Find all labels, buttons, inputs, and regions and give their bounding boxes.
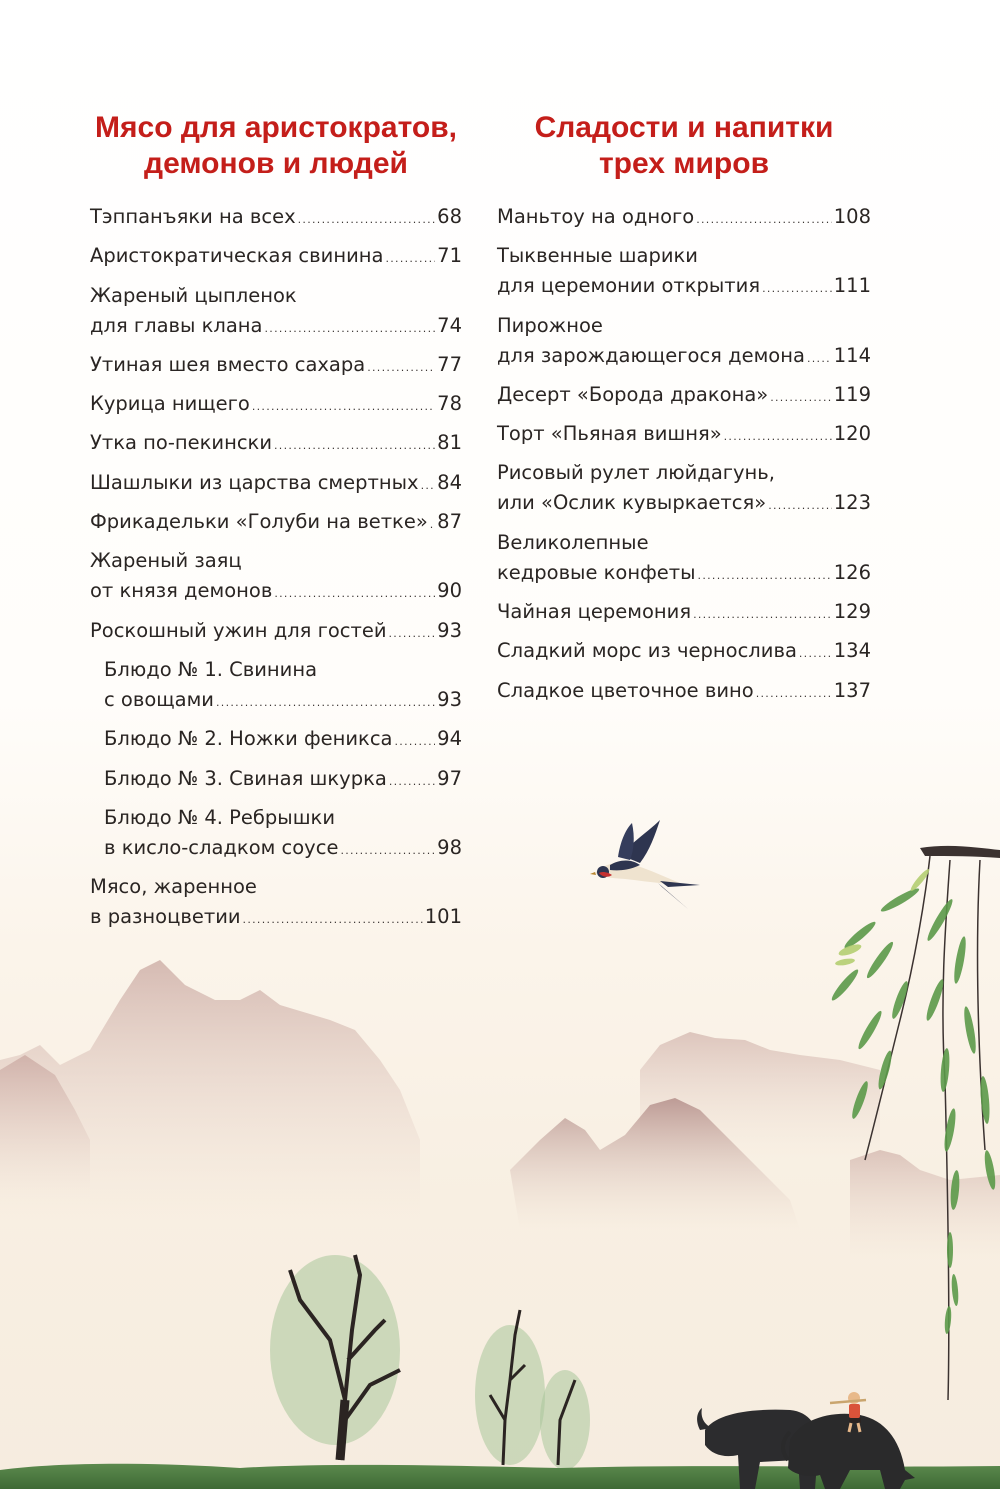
toc-entry[interactable] bbox=[497, 419, 871, 452]
entry-title: для главы клана bbox=[90, 313, 263, 337]
entry-title: Тэппанъяки на всех bbox=[90, 205, 296, 228]
willow-branches bbox=[829, 846, 1000, 1400]
page-number: 98 bbox=[437, 835, 462, 859]
dot-leader bbox=[274, 579, 435, 609]
dot-leader bbox=[298, 205, 436, 235]
page-number: 97 bbox=[437, 766, 462, 790]
toc-entry[interactable] bbox=[90, 389, 462, 422]
page-number: 137 bbox=[833, 678, 871, 702]
entry-title: Фрикадельки «Голуби на ветке» bbox=[90, 510, 428, 534]
water-buffalo bbox=[697, 1408, 915, 1489]
toc-entry[interactable] bbox=[90, 546, 462, 609]
section-title-line1: Мясо для аристократов, bbox=[95, 111, 457, 144]
entry-title-line1: Жареный цыпленок bbox=[90, 283, 297, 307]
page-number: 90 bbox=[437, 579, 462, 603]
entry-title-line1: Блюдо № 1. Свинина bbox=[104, 657, 318, 681]
section-title bbox=[497, 110, 871, 202]
page-number: 78 bbox=[437, 392, 462, 416]
dot-leader bbox=[799, 639, 832, 669]
toc-entry[interactable] bbox=[90, 872, 462, 935]
page-number: 119 bbox=[833, 382, 871, 406]
page-number: 108 bbox=[833, 205, 871, 228]
entry-title: Роскошный ужин для гостей bbox=[90, 618, 387, 642]
dot-leader bbox=[265, 314, 436, 344]
entry-title: для церемонии открытия bbox=[497, 274, 761, 298]
page-number: 111 bbox=[833, 274, 871, 298]
toc-entry[interactable] bbox=[497, 241, 871, 304]
entry-title: в разноцветии bbox=[90, 905, 241, 929]
dot-leader bbox=[252, 392, 435, 422]
entry-title: в кисло-сладком соусе bbox=[104, 835, 339, 859]
page-number: 129 bbox=[833, 600, 871, 624]
entry-title: Торт «Пьяная вишня» bbox=[497, 422, 722, 446]
willow-trees bbox=[270, 1255, 590, 1470]
page-number: 74 bbox=[437, 313, 462, 337]
dot-leader bbox=[421, 471, 436, 501]
dot-leader bbox=[385, 244, 435, 274]
section-title-line1: Сладости и напитки bbox=[534, 111, 834, 144]
dot-leader bbox=[389, 619, 436, 649]
dot-leader bbox=[274, 431, 435, 461]
entry-title: Шашлыки из царства смертных bbox=[90, 470, 419, 494]
entry-title-line1: Жареный заяц bbox=[90, 549, 242, 573]
entry-title-line1: Тыквенные шарики bbox=[497, 244, 698, 268]
grass bbox=[0, 1464, 1000, 1489]
dot-leader bbox=[340, 836, 435, 866]
toc-entry[interactable] bbox=[497, 380, 871, 413]
toc-entry[interactable] bbox=[90, 202, 462, 235]
dot-leader bbox=[807, 344, 832, 374]
dot-leader bbox=[367, 353, 435, 383]
dot-leader bbox=[770, 383, 832, 413]
boy-playing-flute bbox=[830, 1392, 866, 1432]
entry-title: Аристократическая свинина bbox=[90, 244, 384, 268]
entry-title: Маньтоу на одного bbox=[497, 205, 695, 228]
entry-title: Утка по-пекински bbox=[90, 431, 273, 455]
toc-entry[interactable] bbox=[90, 428, 462, 461]
toc-entry[interactable] bbox=[90, 241, 462, 274]
toc-entry[interactable] bbox=[497, 202, 871, 235]
toc-section-sweets bbox=[497, 110, 871, 715]
toc-list bbox=[497, 202, 871, 709]
section-title bbox=[90, 110, 462, 202]
dot-leader bbox=[693, 600, 832, 630]
toc-list bbox=[90, 202, 462, 935]
page-number: 93 bbox=[437, 687, 462, 711]
section-title-line2: трех миров bbox=[598, 147, 770, 180]
toc-entry[interactable] bbox=[497, 311, 871, 374]
dot-leader bbox=[768, 491, 832, 521]
dot-leader bbox=[762, 274, 832, 304]
page-number: 123 bbox=[833, 491, 871, 515]
dot-leader bbox=[243, 905, 423, 935]
entry-title: для зарождающегося демона bbox=[497, 343, 805, 367]
page-number: 81 bbox=[437, 431, 462, 455]
entry-title: Блюдо № 2. Ножки феникса bbox=[104, 727, 393, 751]
toc-subentry[interactable] bbox=[90, 803, 462, 866]
entry-title: Курица нищего bbox=[90, 392, 250, 416]
page-number: 114 bbox=[833, 343, 871, 367]
entry-title: Десерт «Борода дракона» bbox=[497, 382, 769, 406]
entry-title: Блюдо № 3. Свиная шкурка bbox=[104, 766, 387, 790]
page-number: 87 bbox=[437, 510, 462, 534]
entry-title: Чайная церемония bbox=[497, 600, 692, 624]
page-number: 94 bbox=[437, 727, 462, 751]
swallow bbox=[590, 820, 700, 909]
toc-entry[interactable] bbox=[90, 281, 462, 344]
page-number: 71 bbox=[437, 244, 462, 268]
entry-title-line1: Пирожное bbox=[497, 313, 603, 337]
dot-leader bbox=[756, 679, 832, 709]
page-number: 134 bbox=[833, 639, 871, 663]
toc-subentry[interactable] bbox=[90, 655, 462, 718]
page-number: 68 bbox=[437, 205, 462, 228]
entry-title: с овощами bbox=[104, 687, 214, 711]
toc-entry[interactable] bbox=[90, 507, 462, 540]
toc-entry[interactable] bbox=[90, 616, 462, 649]
toc-entry[interactable] bbox=[90, 350, 462, 383]
toc-entry[interactable] bbox=[497, 597, 871, 630]
page-number: 93 bbox=[437, 618, 462, 642]
toc-entry[interactable] bbox=[90, 468, 462, 501]
dot-leader bbox=[216, 688, 435, 718]
entry-title: Утиная шея вместо сахара bbox=[90, 352, 366, 376]
page-number: 120 bbox=[833, 422, 871, 446]
entry-title-line1: Блюдо № 4. Ребрышки bbox=[104, 805, 336, 829]
entry-title-line1: Великолепные bbox=[497, 530, 649, 554]
entry-title: Сладкий морс из чернослива bbox=[497, 639, 797, 663]
toc-entry[interactable] bbox=[497, 676, 871, 709]
toc-subentry[interactable] bbox=[90, 724, 462, 757]
page-number: 84 bbox=[437, 470, 462, 494]
dot-leader bbox=[389, 767, 435, 797]
dot-leader bbox=[696, 205, 832, 235]
toc-entry[interactable] bbox=[497, 636, 871, 669]
entry-title: Сладкое цветочное вино bbox=[497, 678, 754, 702]
page-number: 126 bbox=[833, 560, 871, 584]
page-number: 101 bbox=[424, 905, 462, 929]
dot-leader bbox=[395, 727, 436, 757]
page-number: 77 bbox=[437, 352, 462, 376]
toc-entry[interactable] bbox=[497, 528, 871, 591]
toc-subentry[interactable] bbox=[90, 764, 462, 797]
misty-mountains bbox=[0, 960, 1000, 1260]
entry-title: кедровые конфеты bbox=[497, 560, 696, 584]
dot-leader bbox=[698, 561, 832, 591]
section-title-line2: демонов и людей bbox=[144, 147, 408, 180]
entry-title-line1: Мясо, жаренное bbox=[90, 875, 257, 899]
toc-entry[interactable] bbox=[497, 458, 871, 521]
entry-title: от князя демонов bbox=[90, 579, 273, 603]
dot-leader bbox=[430, 510, 435, 540]
entry-title-line1: Рисовый рулет люйдагунь, bbox=[497, 461, 775, 485]
dot-leader bbox=[724, 422, 832, 452]
toc-section-meat bbox=[90, 110, 462, 941]
entry-title: или «Ослик кувыркается» bbox=[497, 491, 767, 515]
